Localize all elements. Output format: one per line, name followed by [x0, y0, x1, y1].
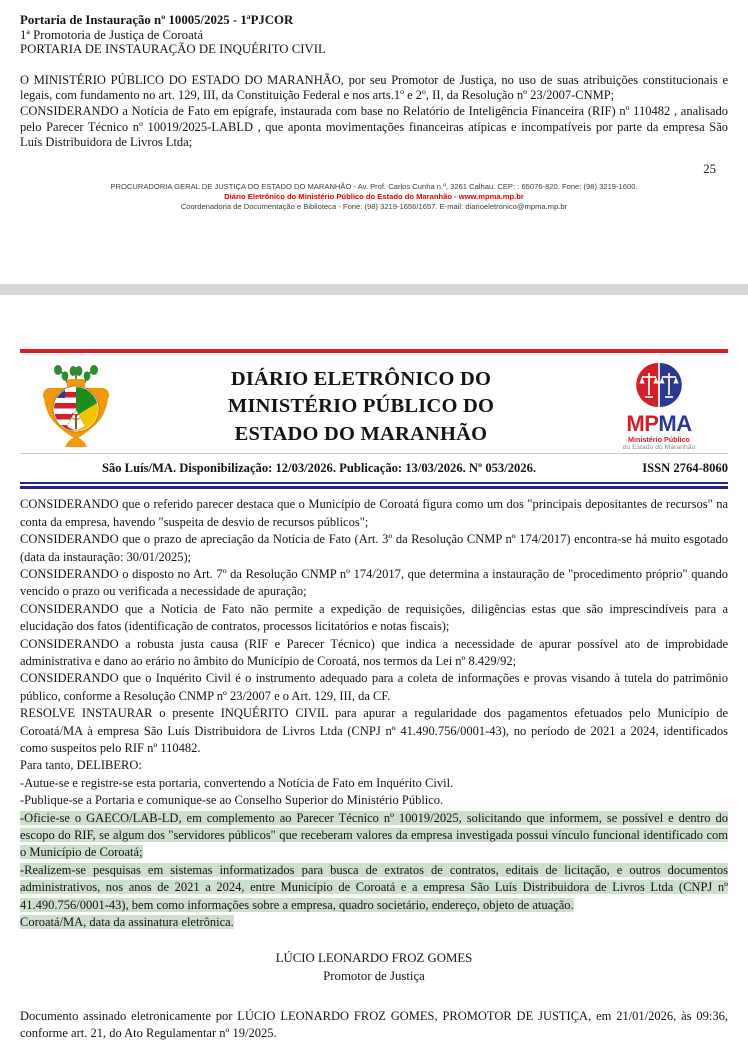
paragraph: Para tanto, DELIBERO:	[20, 758, 142, 773]
paragraph: CONSIDERANDO que a Notícia de Fato não permite a expedição de requisições, diligências estas que são imprescindíveis para a elucidação dos fatos (identificação de contratos, processos licitatórios e notas fiscais);	[20, 601, 728, 634]
portaria-title: Portaria de Instauração nº 10005/2025 - 1ªPJCOR	[20, 13, 294, 27]
mpma-acronym	[596, 411, 722, 437]
page1-footer	[20, 182, 728, 213]
footer-diario-line: Diário Eletrônico do Ministério Público do Estado do Maranhão - www.mpma.mp.br	[224, 191, 524, 201]
paragraph: -Autue-se e registre-se esta portaria, convertendo a Notícia de Fato em Inquérito Civil.	[20, 775, 454, 790]
publication-infobar	[20, 453, 728, 482]
footer-contact-line: Coordenadoria de Documentação e Biblioteca - Fone: (98) 3219-1656/1657. E-mail: diarioeletronico@mpma.mp.br	[180, 202, 568, 212]
masthead-title-line: ESTADO DO MARANHÃO	[234, 422, 488, 445]
portaria-heading: PORTARIA DE INSTAURAÇÃO DE INQUÉRITO CIVIL	[20, 42, 326, 57]
signature-block	[20, 949, 728, 985]
paragraph: CONSIDERANDO o disposto no Art. 7º da Resolução CNMP nº 174/2017, que determina a instauração de "procedimento próprio" quando vencido o prazo ou verificada a necessidade de apuração;	[20, 566, 728, 599]
page-separator	[0, 284, 748, 295]
page2-body	[20, 496, 728, 931]
page1-fragment	[0, 0, 748, 212]
publication-dates: São Luís/MA. Disponibilização: 12/03/2026. Publicação: 13/03/2026. Nº 053/2026.	[101, 461, 537, 476]
masthead-title-line: MINISTÉRIO PÚBLICO DO	[227, 395, 495, 418]
signature-role: Promotor de Justiça	[323, 968, 425, 983]
paragraph: CONSIDERANDO a robusta justa causa (RIF e Parecer Técnico) que indica a necessidade de apurar possível ato de improbidade administrativa e dano ao erário no âmbito do Município de Coroatá, nos termos da Lei nº 8.429/92;	[20, 636, 728, 669]
paragraph-highlighted: -Realizem-se pesquisas em sistemas informatizados para busca de extratos de contratos, editais de licitação, e outros documentos administrativos, nos anos de 2021 a 2024, entre Município de Coroatá e a empresa São Luís Distribuidora de Livros Ltda (CNPJ nº 41.490.756/0001-43), bem como informações sobre a empresa, quadro societário, endereço, objeto de atuação.	[20, 862, 728, 912]
coat-of-arms-icon	[26, 364, 126, 450]
footer-address-line: PROCURADORIA GERAL DE JUSTIÇA DO ESTADO DO MARANHÃO - Av. Prof. Carlos Cunha n.º, 3261 Calhau. CEP: : 65076-820. Fone: (98) 3219-1600.	[110, 181, 638, 191]
mpma-acronym-ma: MA	[658, 411, 692, 437]
mpma-logo	[596, 362, 722, 451]
issn: ISSN 2764-8060	[642, 461, 728, 476]
page-number: 25	[703, 161, 716, 176]
mpma-subtitle2: do Estado do Maranhão	[622, 444, 696, 452]
paragraph: CONSIDERANDO que o Inquérito Civil é o instrumento adequado para a coleta de informações e provas visando à tutela do patrimônio público, conforme a Resolução CNMP nº 23/2007 e o Art. 129, III, da CF.	[20, 671, 728, 703]
paragraph: O MINISTÉRIO PÚBLICO DO ESTADO DO MARANHÃO, por seu Promotor de Justiça, no uso de suas atribuições constitucionais e legais, com fundamento no art. 129, III, da Constituição Federal e nos arts.1º e 2º, II, da Resolução nº 23/2007-CNMP;	[20, 72, 728, 103]
navy-divider	[20, 482, 728, 489]
paragraph-highlighted: -Oficie-se o GAECO/LAB-LD, em complemento ao Parecer Técnico nº 10019/2025, solicitando que informem, se possível e dentro do escopo do RIF, se algum dos "servidores públicos" que receberam valores da empresa investigada possui vínculo funcional identificado com o Município de Coroatá;	[20, 810, 728, 860]
signature-name: LÚCIO LEONARDO FROZ GOMES	[275, 950, 473, 965]
masthead-title-line: DIÁRIO ELETRÔNICO DO	[230, 367, 492, 390]
promotoria-line: 1ª Promotoria de Justiça de Coroatá	[20, 27, 203, 42]
paragraph: CONSIDERANDO que o prazo de apreciação da Notícia de Fato (Art. 3º da Resolução CNMP nº 174/2017) encontra-se há muito esgotado (data da instauração: 30/01/2025);	[20, 532, 728, 564]
mpma-scales-icon	[636, 362, 682, 408]
page1-body	[20, 73, 728, 151]
masthead	[20, 353, 728, 453]
masthead-title	[126, 366, 596, 449]
electronic-signature-note: Documento assinado eletronicamente por LÚCIO LEONARDO FROZ GOMES, PROMOTOR DE JUSTIÇA, em 21/01/2026, às 09:36, conforme art. 21, do Ato Regulamentar nº 19/2025.	[20, 1008, 728, 1040]
page2	[0, 349, 748, 1042]
mpma-acronym-mp: MP	[626, 411, 659, 437]
paragraph: CONSIDERANDO que o referido parecer destaca que o Município de Coroatá figura como um dos "principais depositantes de recursos" na conta da empresa, havendo "suspeita de desvio de recursos públicos";	[20, 497, 728, 529]
paragraph: -Publique-se a Portaria e comunique-se ao Conselho Superior do Ministério Público.	[20, 793, 444, 808]
mpma-subtitle1: Ministério Público	[628, 435, 690, 445]
paragraph-highlighted: Coroatá/MA, data da assinatura eletrônica.	[20, 915, 234, 930]
paragraph: CONSIDERANDO a Notícia de Fato em epígrafe, instaurada com base no Relatório de Inteligência Financeira (RIF) nº 110482 , analisado pelo Parecer Técnico nº 10019/2025-LABLD , que aponta movimentações financeiras atípicas e incompatíveis por parte da empresa São Luís Distribuidora de Livros Ltda;	[20, 103, 728, 150]
paragraph: RESOLVE INSTAURAR o presente INQUÉRITO CIVIL para apurar a regularidade dos pagamentos efetuados pelo Município de Coroatá/MA à empresa São Luís Distribuidora de Livros Ltda (CNPJ nº 41.490.756/0001-43), no período de 2021 a 2024, identificados como suspeitos pelo RIF nº 110482.	[20, 706, 728, 756]
